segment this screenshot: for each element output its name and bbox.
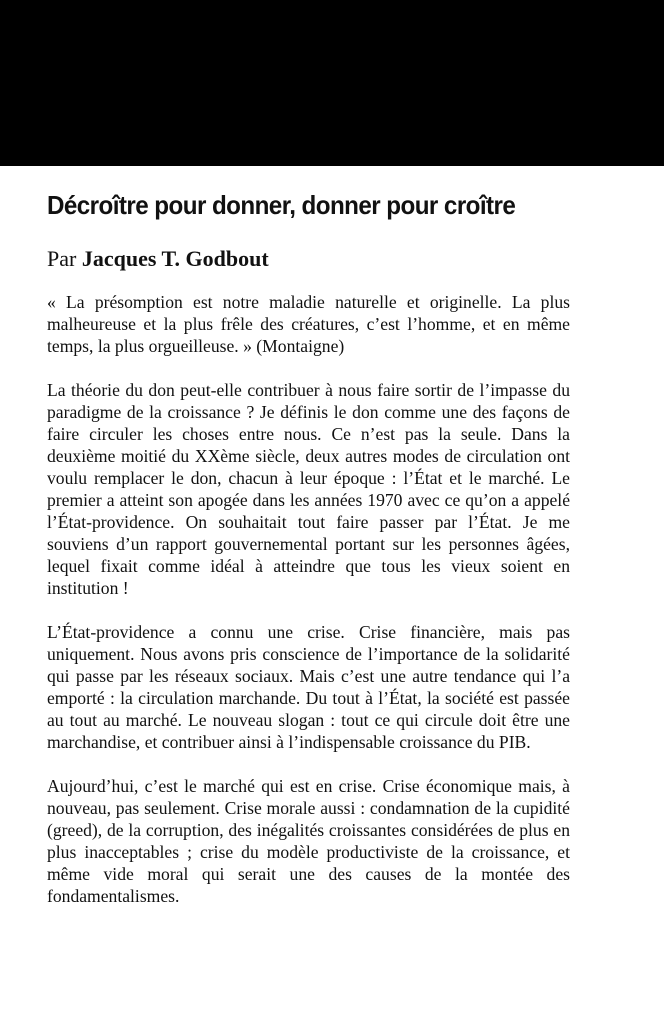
paragraph: Aujourd’hui, c’est le marché qui est en crise. Crise économique mais, à nouveau, pas seulement. Crise morale aussi : condamnation de la cupidité (greed), de la corruption, des inégalités croissantes considérées de plus en plus inacceptables ; crise du modèle productiviste de la croissance, et même vide moral qui serait une des causes de la montée des fondamentalismes. [47, 776, 570, 906]
epigraph-quote: « La présomption est notre maladie naturelle et originelle. La plus malheureuse et la plus frêle des créatures, c’est l’homme, et en même temps, la plus orgueilleuse. » (Montaigne) [47, 292, 570, 356]
author-name: Jacques T. Godbout [81, 246, 269, 271]
article-body [47, 166, 570, 907]
byline [47, 244, 570, 274]
article-title: Décroître pour donner, donner pour croître [47, 190, 516, 220]
top-black-band [0, 0, 664, 166]
byline-prefix: Par [47, 246, 77, 271]
paragraph: La théorie du don peut-elle contribuer à nous faire sortir de l’impasse du paradigme de la croissance ? Je définis le don comme une des façons de faire circuler les choses entre nous. Ce n’est pas la seule. Dans la deuxième moitié du XXème siècle, deux autres modes de circulation ont voulu remplacer le don, chacun à leur époque : l’État et le marché. Le premier a atteint son apogée dans les années 1970 avec ce qu’on a appelé l’État-providence. On souhaitait tout faire passer par l’État. Je me souviens d’un rapport gouvernemental portant sur les personnes âgées, lequel fixait comme idéal à atteindre que tous les vieux soient en institution ! [47, 380, 570, 598]
paragraph: L’État-providence a connu une crise. Crise financière, mais pas uniquement. Nous avons pris conscience de l’importance de la solidarité qui passe par les réseaux sociaux. Mais c’est une autre tendance qui l’a emporté : la circulation marchande. Du tout à l’État, la société est passée au tout au marché. Le nouveau slogan : tout ce qui circule doit être une marchandise, et contribuer ainsi à l’indispensable croissance du PIB. [47, 622, 570, 752]
